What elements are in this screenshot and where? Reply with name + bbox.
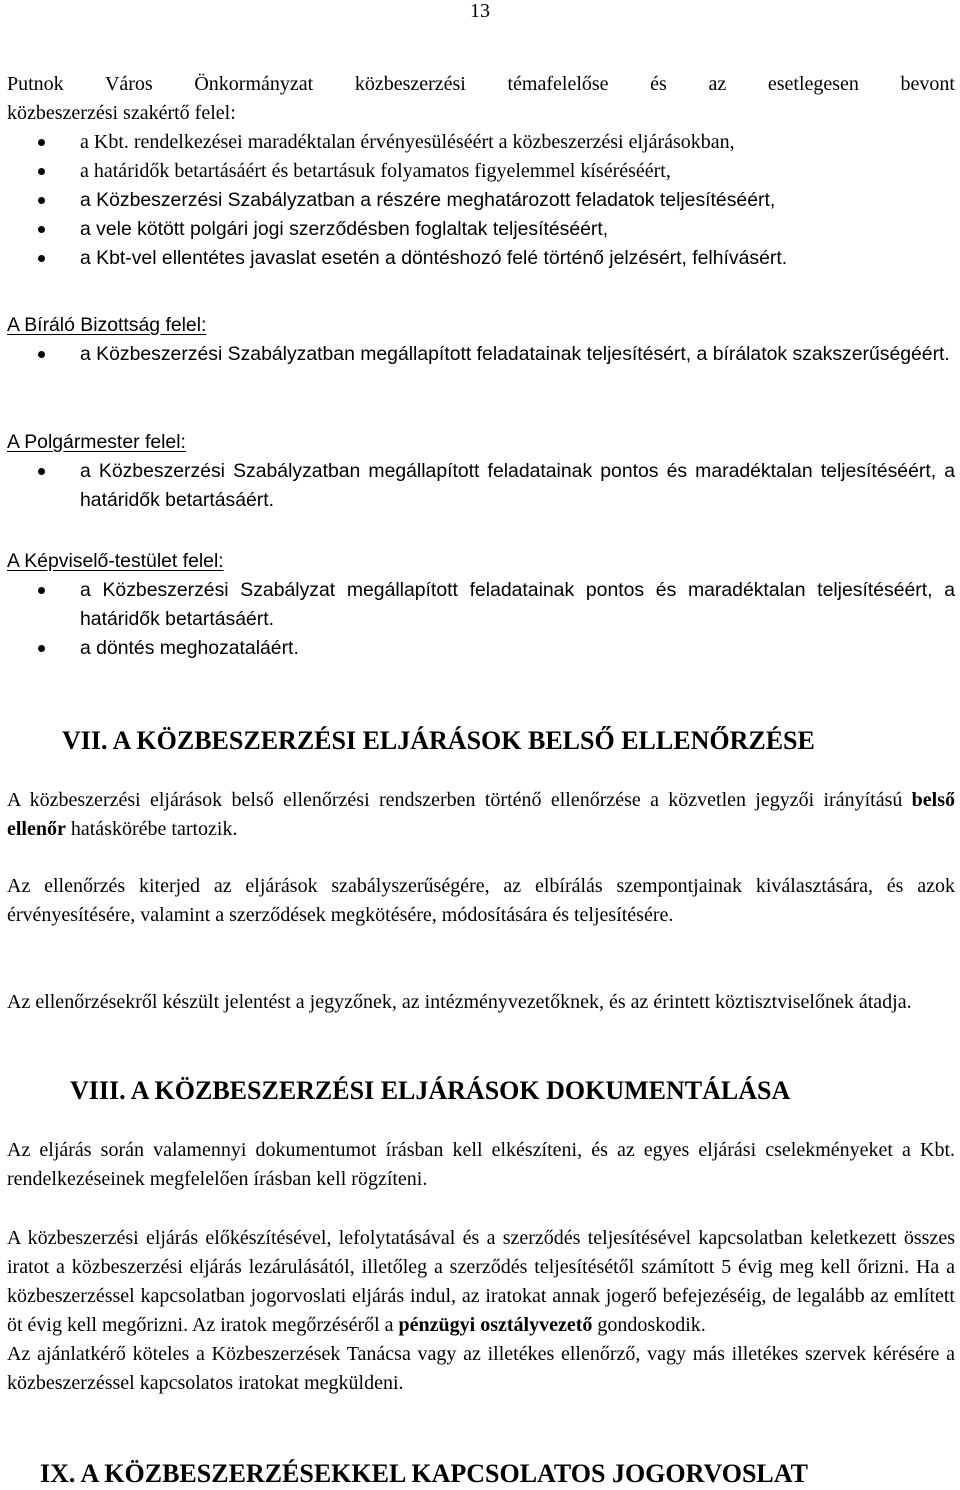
section-8-paragraph-3: Az ajánlatkérő köteles a Közbeszerzések Tanácsa vagy az illetékes ellenőrző, vagy más illetékes szervek kérésére a közbeszerzéssel kapcsolatos iratokat megküldeni. — [7, 1343, 955, 1394]
list-item: a Közbeszerzési Szabályzatban megállapított feladatainak pontos és maradéktalan teljesítéséért, a határidők betartásáért. — [7, 457, 955, 515]
biralo-heading: A Bíráló Bizottság felel: — [7, 314, 207, 336]
section-8-paragraph-1-block — [7, 1136, 955, 1194]
section-8-paragraph-2: A közbeszerzési eljárás előkészítésével, lefolytatásával és a szerződés teljesítésével kapcsolatban keletkezett összes iratot a közbeszerzési eljárás lezárulásától, illetőleg a szerződés teljesítésétől számított 5 évig meg kell őrizni. Ha a közbeszerzéssel kapcsolatban jogorvoslati eljárás indul, az iratokat annak jogerő befejezéséig, de legalább az említett öt évig kell megőrizni. Az iratok megőrzéséről a pénzügyi osztályvezető gondoskodik. — [7, 1227, 955, 1336]
bullet-icon — [38, 351, 45, 358]
bold-term: pénzügyi osztályvezető — [398, 1314, 593, 1336]
section-7-paragraph-3: Az ellenőrzésekről készült jelentést a jegyzőnek, az intézményvezetőknek, és az érintett köztisztviselőnek átadja. — [7, 991, 912, 1013]
polgarmester-heading: A Polgármester felel: — [7, 431, 186, 453]
biralo-block — [7, 311, 955, 369]
list-item: a vele kötött polgári jogi szerződésben foglaltak teljesítéséért, — [7, 215, 955, 244]
intro-line-1: Putnok Város Önkormányzat közbeszerzési témafelelőse és az esetlegesen bevont — [7, 73, 955, 95]
list-item: a döntés meghozataláért. — [7, 634, 955, 663]
list-item: a Közbeszerzési Szabályzatban megállapított feladatainak teljesítésért, a bírálatok szakszerűségéért. — [7, 340, 955, 369]
bullet-icon — [38, 468, 45, 475]
kepviselo-block — [7, 547, 955, 663]
section-8-paragraph-2-block — [7, 1224, 955, 1398]
intro-line-2: közbeszerzési szakértő felel: — [7, 102, 236, 124]
section-9-title: IX. A KÖZBESZERZÉSEKKEL KAPCSOLATOS JOGORVOSLAT — [40, 1459, 808, 1488]
section-7-paragraph-2: Az ellenőrzés kiterjed az eljárások szabályszerűségére, az elbírálás szempontjainak kiválasztására, és azok érvényesítésére, valamint a szerződések megkötésére, módosítására és teljesítésére. — [7, 875, 955, 926]
bullet-icon — [38, 139, 45, 146]
intro-list — [7, 128, 955, 186]
polgarmester-block — [7, 428, 955, 515]
bold-term: belső ellenőr — [7, 789, 955, 840]
list-item: a Közbeszerzési Szabályzat megállapított feladatainak pontos és maradéktalan teljesítéséért, a határidők betartásáért. — [7, 576, 955, 634]
kepviselo-heading: A Képviselő-testület felel: — [7, 550, 224, 572]
section-7-title: VII. A KÖZBESZERZÉSI ELJÁRÁSOK BELSŐ ELLENŐRZÉSE — [62, 726, 815, 755]
bullet-icon — [38, 587, 45, 594]
bullet-icon — [38, 197, 45, 204]
section-7-paragraph-2-block — [7, 872, 955, 930]
list-item: a Közbeszerzési Szabályzatban a részére meghatározott feladatok teljesítéséért, — [7, 186, 955, 215]
page-number: 13 — [470, 0, 490, 22]
section-7-paragraph-1: A közbeszerzési eljárások belső ellenőrzési rendszerben történő ellenőrzése a közvetlen jegyzői irányítású belső ellenőr hatáskörébe tartozik. — [7, 789, 955, 840]
list-item: a határidők betartásáért és betartásuk folyamatos figyelemmel kíséréséért, — [7, 157, 955, 186]
section-7-paragraph-3-block — [7, 988, 955, 1017]
section-8-title: VIII. A KÖZBESZERZÉSI ELJÁRÁSOK DOKUMENTÁLÁSA — [70, 1076, 791, 1105]
bullet-icon — [38, 645, 45, 652]
intro-block — [7, 70, 955, 273]
section-8-paragraph-1: Az eljárás során valamennyi dokumentumot írásban kell elkészíteni, és az egyes eljárási cselekményeket a Kbt. rendelkezéseinek megfelelően írásban kell rögzíteni. — [7, 1139, 955, 1190]
bullet-icon — [38, 255, 45, 262]
list-item: a Kbt. rendelkezései maradéktalan érvényesüléséért a közbeszerzési eljárásokban, — [7, 128, 955, 157]
biralo-list — [7, 340, 955, 369]
polgarmester-list — [7, 457, 955, 515]
intro-list-sans — [7, 186, 955, 273]
section-7-body — [7, 786, 955, 844]
bullet-icon — [38, 226, 45, 233]
list-item: a Kbt-vel ellentétes javaslat esetén a döntéshozó felé történő jelzésért, felhívásért. — [7, 244, 955, 273]
bullet-icon — [38, 168, 45, 175]
kepviselo-list — [7, 576, 955, 663]
